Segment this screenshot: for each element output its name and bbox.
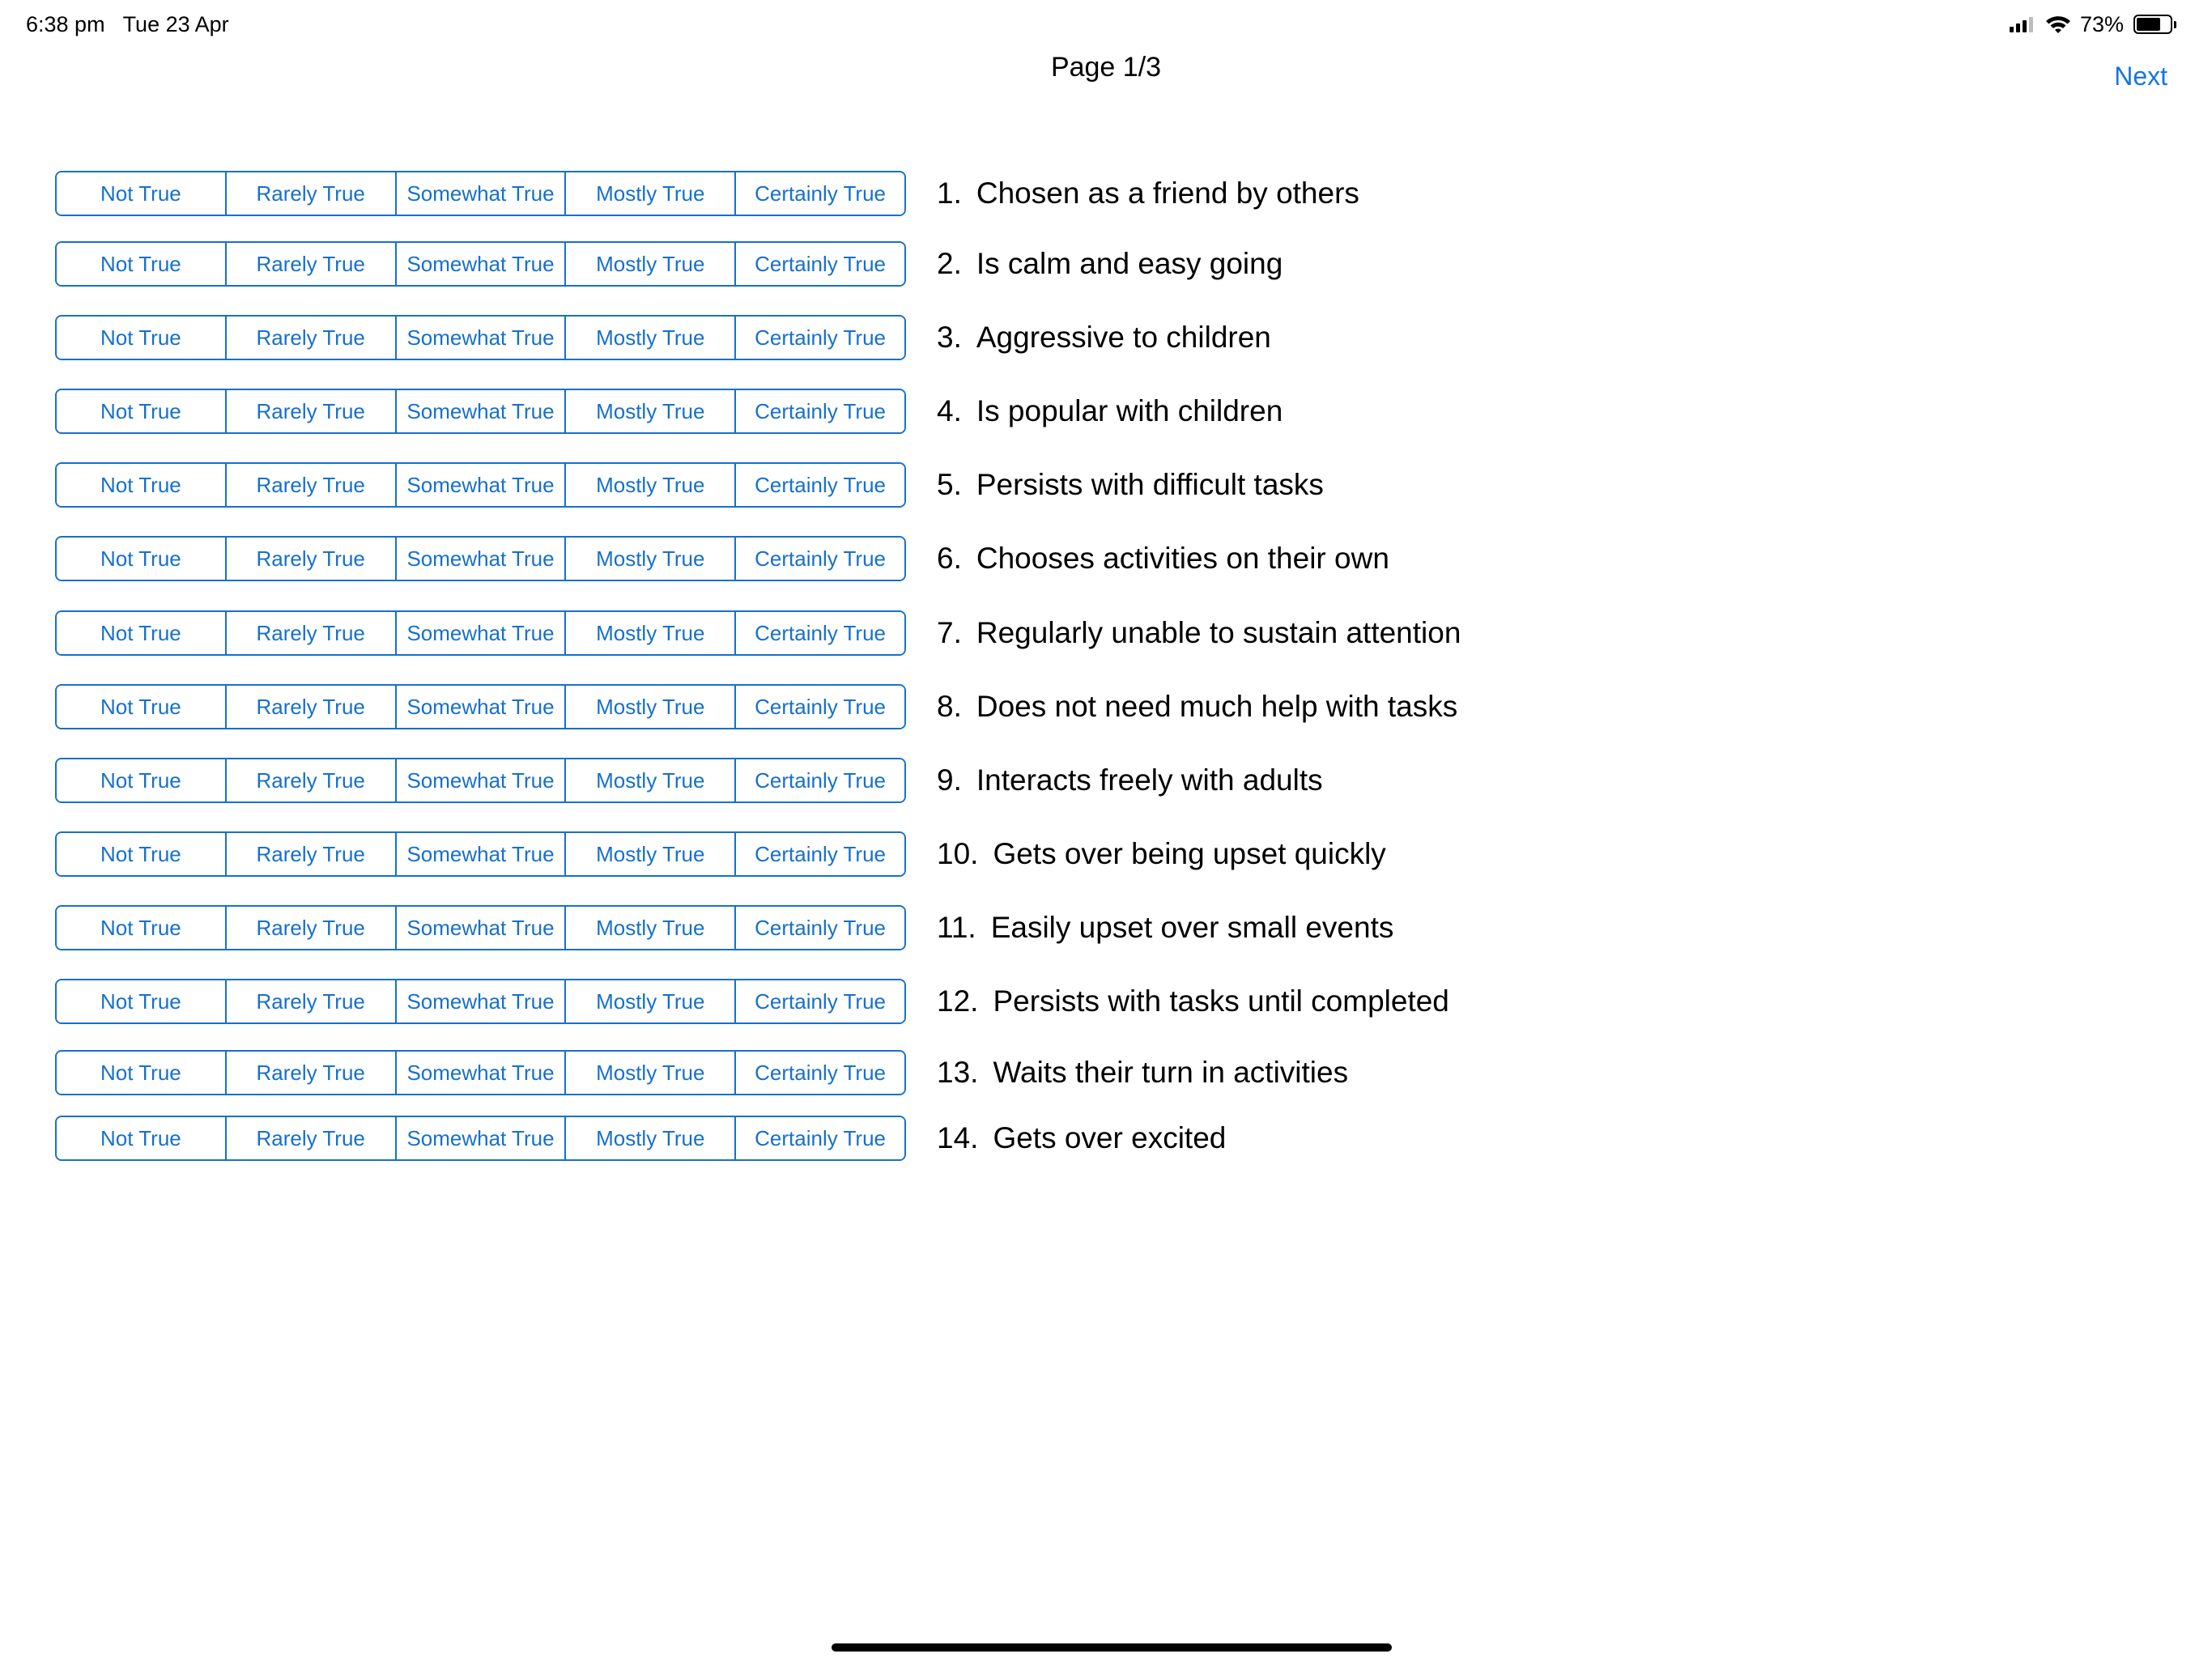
question-row (0, 1050, 2212, 1095)
question-label: Chosen as a friend by others (976, 176, 1359, 210)
question-number: 13. (937, 1056, 979, 1089)
question-row (0, 171, 2212, 216)
option-mostly-true-button[interactable]: Mostly True (566, 759, 736, 801)
option-not-true-button[interactable]: Not True (57, 243, 227, 285)
option-somewhat-true-button[interactable]: Somewhat True (397, 1117, 567, 1159)
answer-segmented-control[interactable] (55, 610, 906, 656)
option-certainly-true-button[interactable]: Certainly True (736, 686, 904, 728)
option-certainly-true-button[interactable]: Certainly True (736, 759, 904, 801)
question-number: 10. (937, 837, 979, 870)
question-number: 12. (937, 984, 979, 1018)
answer-segmented-control[interactable] (55, 684, 906, 729)
option-certainly-true-button[interactable]: Certainly True (736, 243, 904, 285)
question-text (937, 389, 1283, 434)
question-row (0, 241, 2212, 287)
question-number: 5. (937, 468, 962, 501)
option-mostly-true-button[interactable]: Mostly True (566, 833, 736, 875)
option-rarely-true-button[interactable]: Rarely True (227, 243, 397, 285)
option-rarely-true-button[interactable]: Rarely True (227, 759, 397, 801)
option-rarely-true-button[interactable]: Rarely True (227, 612, 397, 654)
option-certainly-true-button[interactable]: Certainly True (736, 833, 904, 875)
question-number: 4. (937, 394, 962, 427)
option-not-true-button[interactable]: Not True (57, 759, 227, 801)
option-rarely-true-button[interactable]: Rarely True (227, 980, 397, 1022)
option-not-true-button[interactable]: Not True (57, 686, 227, 728)
option-rarely-true-button[interactable]: Rarely True (227, 172, 397, 215)
question-label: Waits their turn in activities (993, 1056, 1349, 1089)
question-text (937, 758, 1323, 803)
answer-segmented-control[interactable] (55, 831, 906, 877)
question-label: Is calm and easy going (976, 247, 1283, 280)
option-mostly-true-button[interactable]: Mostly True (566, 390, 736, 432)
option-somewhat-true-button[interactable]: Somewhat True (397, 907, 567, 949)
question-row (0, 758, 2212, 803)
question-text (937, 536, 1389, 581)
status-date: Tue 23 Apr (122, 11, 229, 36)
option-somewhat-true-button[interactable]: Somewhat True (397, 833, 567, 875)
option-somewhat-true-button[interactable]: Somewhat True (397, 759, 567, 801)
question-label: Does not need much help with tasks (976, 690, 1458, 723)
option-rarely-true-button[interactable]: Rarely True (227, 317, 397, 359)
question-row (0, 462, 2212, 508)
option-certainly-true-button[interactable]: Certainly True (736, 980, 904, 1022)
question-text (937, 171, 1359, 216)
question-label: Regularly unable to sustain attention (976, 616, 1461, 649)
next-button[interactable]: Next (2114, 62, 2167, 91)
option-rarely-true-button[interactable]: Rarely True (227, 833, 397, 875)
question-text (937, 241, 1283, 287)
question-label: Aggressive to children (976, 321, 1271, 354)
option-certainly-true-button[interactable]: Certainly True (736, 390, 904, 432)
question-row (0, 831, 2212, 877)
option-not-true-button[interactable]: Not True (57, 980, 227, 1022)
option-somewhat-true-button[interactable]: Somewhat True (397, 686, 567, 728)
question-row (0, 684, 2212, 729)
question-number: 2. (937, 247, 962, 280)
option-certainly-true-button[interactable]: Certainly True (736, 538, 904, 580)
question-label: Gets over being upset quickly (993, 837, 1386, 870)
option-mostly-true-button[interactable]: Mostly True (566, 612, 736, 654)
option-not-true-button[interactable]: Not True (57, 464, 227, 506)
option-not-true-button[interactable]: Not True (57, 172, 227, 215)
question-text (937, 684, 1457, 729)
home-indicator[interactable] (832, 1643, 1392, 1652)
option-rarely-true-button[interactable]: Rarely True (227, 1117, 397, 1159)
option-not-true-button[interactable]: Not True (57, 1117, 227, 1159)
option-rarely-true-button[interactable]: Rarely True (227, 464, 397, 506)
option-not-true-button[interactable]: Not True (57, 907, 227, 949)
option-not-true-button[interactable]: Not True (57, 833, 227, 875)
wifi-icon (2044, 14, 2072, 35)
option-rarely-true-button[interactable]: Rarely True (227, 1052, 397, 1094)
option-somewhat-true-button[interactable]: Somewhat True (397, 317, 567, 359)
signal-icon (2010, 16, 2033, 32)
option-not-true-button[interactable]: Not True (57, 317, 227, 359)
option-not-true-button[interactable]: Not True (57, 1052, 227, 1094)
option-somewhat-true-button[interactable]: Somewhat True (397, 390, 567, 432)
question-number: 1. (937, 176, 962, 210)
question-text (937, 462, 1324, 508)
option-rarely-true-button[interactable]: Rarely True (227, 538, 397, 580)
answer-segmented-control[interactable] (55, 171, 906, 216)
option-certainly-true-button[interactable]: Certainly True (736, 612, 904, 654)
answer-segmented-control[interactable] (55, 462, 906, 508)
question-text (937, 1116, 1226, 1161)
option-somewhat-true-button[interactable]: Somewhat True (397, 538, 567, 580)
page-title: Page 1/3 (1050, 52, 1162, 83)
option-somewhat-true-button[interactable]: Somewhat True (397, 612, 567, 654)
status-bar-left (26, 6, 229, 42)
option-mostly-true-button[interactable]: Mostly True (566, 172, 736, 215)
question-label: Easily upset over small events (990, 911, 1394, 944)
option-mostly-true-button[interactable]: Mostly True (566, 980, 736, 1022)
question-row (0, 979, 2212, 1024)
option-certainly-true-button[interactable]: Certainly True (736, 464, 904, 506)
question-number: 14. (937, 1121, 979, 1154)
question-number: 11. (937, 911, 976, 944)
question-number: 7. (937, 616, 962, 649)
question-text (937, 905, 1393, 950)
question-label: Persists with difficult tasks (976, 468, 1324, 501)
question-number: 8. (937, 690, 962, 723)
question-label: Chooses activities on their own (976, 542, 1389, 575)
question-label: Is popular with children (976, 394, 1283, 427)
option-mostly-true-button[interactable]: Mostly True (566, 538, 736, 580)
option-mostly-true-button[interactable]: Mostly True (566, 317, 736, 359)
answer-segmented-control[interactable] (55, 536, 906, 581)
question-number: 6. (937, 542, 962, 575)
option-certainly-true-button[interactable]: Certainly True (736, 1052, 904, 1094)
option-somewhat-true-button[interactable]: Somewhat True (397, 980, 567, 1022)
option-mostly-true-button[interactable]: Mostly True (566, 464, 736, 506)
question-label: Gets over excited (993, 1121, 1227, 1154)
answer-segmented-control[interactable] (55, 1050, 906, 1095)
option-not-true-button[interactable]: Not True (57, 538, 227, 580)
option-mostly-true-button[interactable]: Mostly True (566, 1052, 736, 1094)
answer-segmented-control[interactable] (55, 389, 906, 434)
question-text (937, 610, 1461, 656)
option-somewhat-true-button[interactable]: Somewhat True (397, 1052, 567, 1094)
answer-segmented-control[interactable] (55, 1116, 906, 1161)
question-label: Persists with tasks until completed (993, 984, 1449, 1018)
option-certainly-true-button[interactable]: Certainly True (736, 172, 904, 215)
option-rarely-true-button[interactable]: Rarely True (227, 686, 397, 728)
question-text (937, 1050, 1348, 1095)
question-row (0, 610, 2212, 656)
battery-percent: 73% (2079, 11, 2124, 36)
option-mostly-true-button[interactable]: Mostly True (566, 1117, 736, 1159)
option-mostly-true-button[interactable]: Mostly True (566, 686, 736, 728)
question-row (0, 315, 2212, 360)
question-label: Interacts freely with adults (976, 763, 1323, 797)
option-somewhat-true-button[interactable]: Somewhat True (397, 172, 567, 215)
answer-segmented-control[interactable] (55, 315, 906, 360)
question-number: 9. (937, 763, 962, 797)
question-text (937, 831, 1386, 877)
question-number: 3. (937, 321, 962, 354)
question-text (937, 979, 1449, 1024)
answer-segmented-control[interactable] (55, 979, 906, 1024)
question-text (937, 315, 1271, 360)
answer-segmented-control[interactable] (55, 758, 906, 803)
question-row (0, 1116, 2212, 1161)
option-rarely-true-button[interactable]: Rarely True (227, 390, 397, 432)
option-not-true-button[interactable]: Not True (57, 390, 227, 432)
option-certainly-true-button[interactable]: Certainly True (736, 1117, 904, 1159)
status-bar-right (2010, 6, 2176, 42)
answer-segmented-control[interactable] (55, 905, 906, 950)
battery-icon (2133, 15, 2176, 34)
answer-segmented-control[interactable] (55, 241, 906, 287)
status-time: 6:38 pm (26, 11, 105, 36)
option-somewhat-true-button[interactable]: Somewhat True (397, 243, 567, 285)
question-row (0, 905, 2212, 950)
option-certainly-true-button[interactable]: Certainly True (736, 907, 904, 949)
question-row (0, 536, 2212, 581)
option-mostly-true-button[interactable]: Mostly True (566, 243, 736, 285)
option-certainly-true-button[interactable]: Certainly True (736, 317, 904, 359)
option-rarely-true-button[interactable]: Rarely True (227, 907, 397, 949)
option-mostly-true-button[interactable]: Mostly True (566, 907, 736, 949)
option-not-true-button[interactable]: Not True (57, 612, 227, 654)
question-row (0, 389, 2212, 434)
option-somewhat-true-button[interactable]: Somewhat True (397, 464, 567, 506)
